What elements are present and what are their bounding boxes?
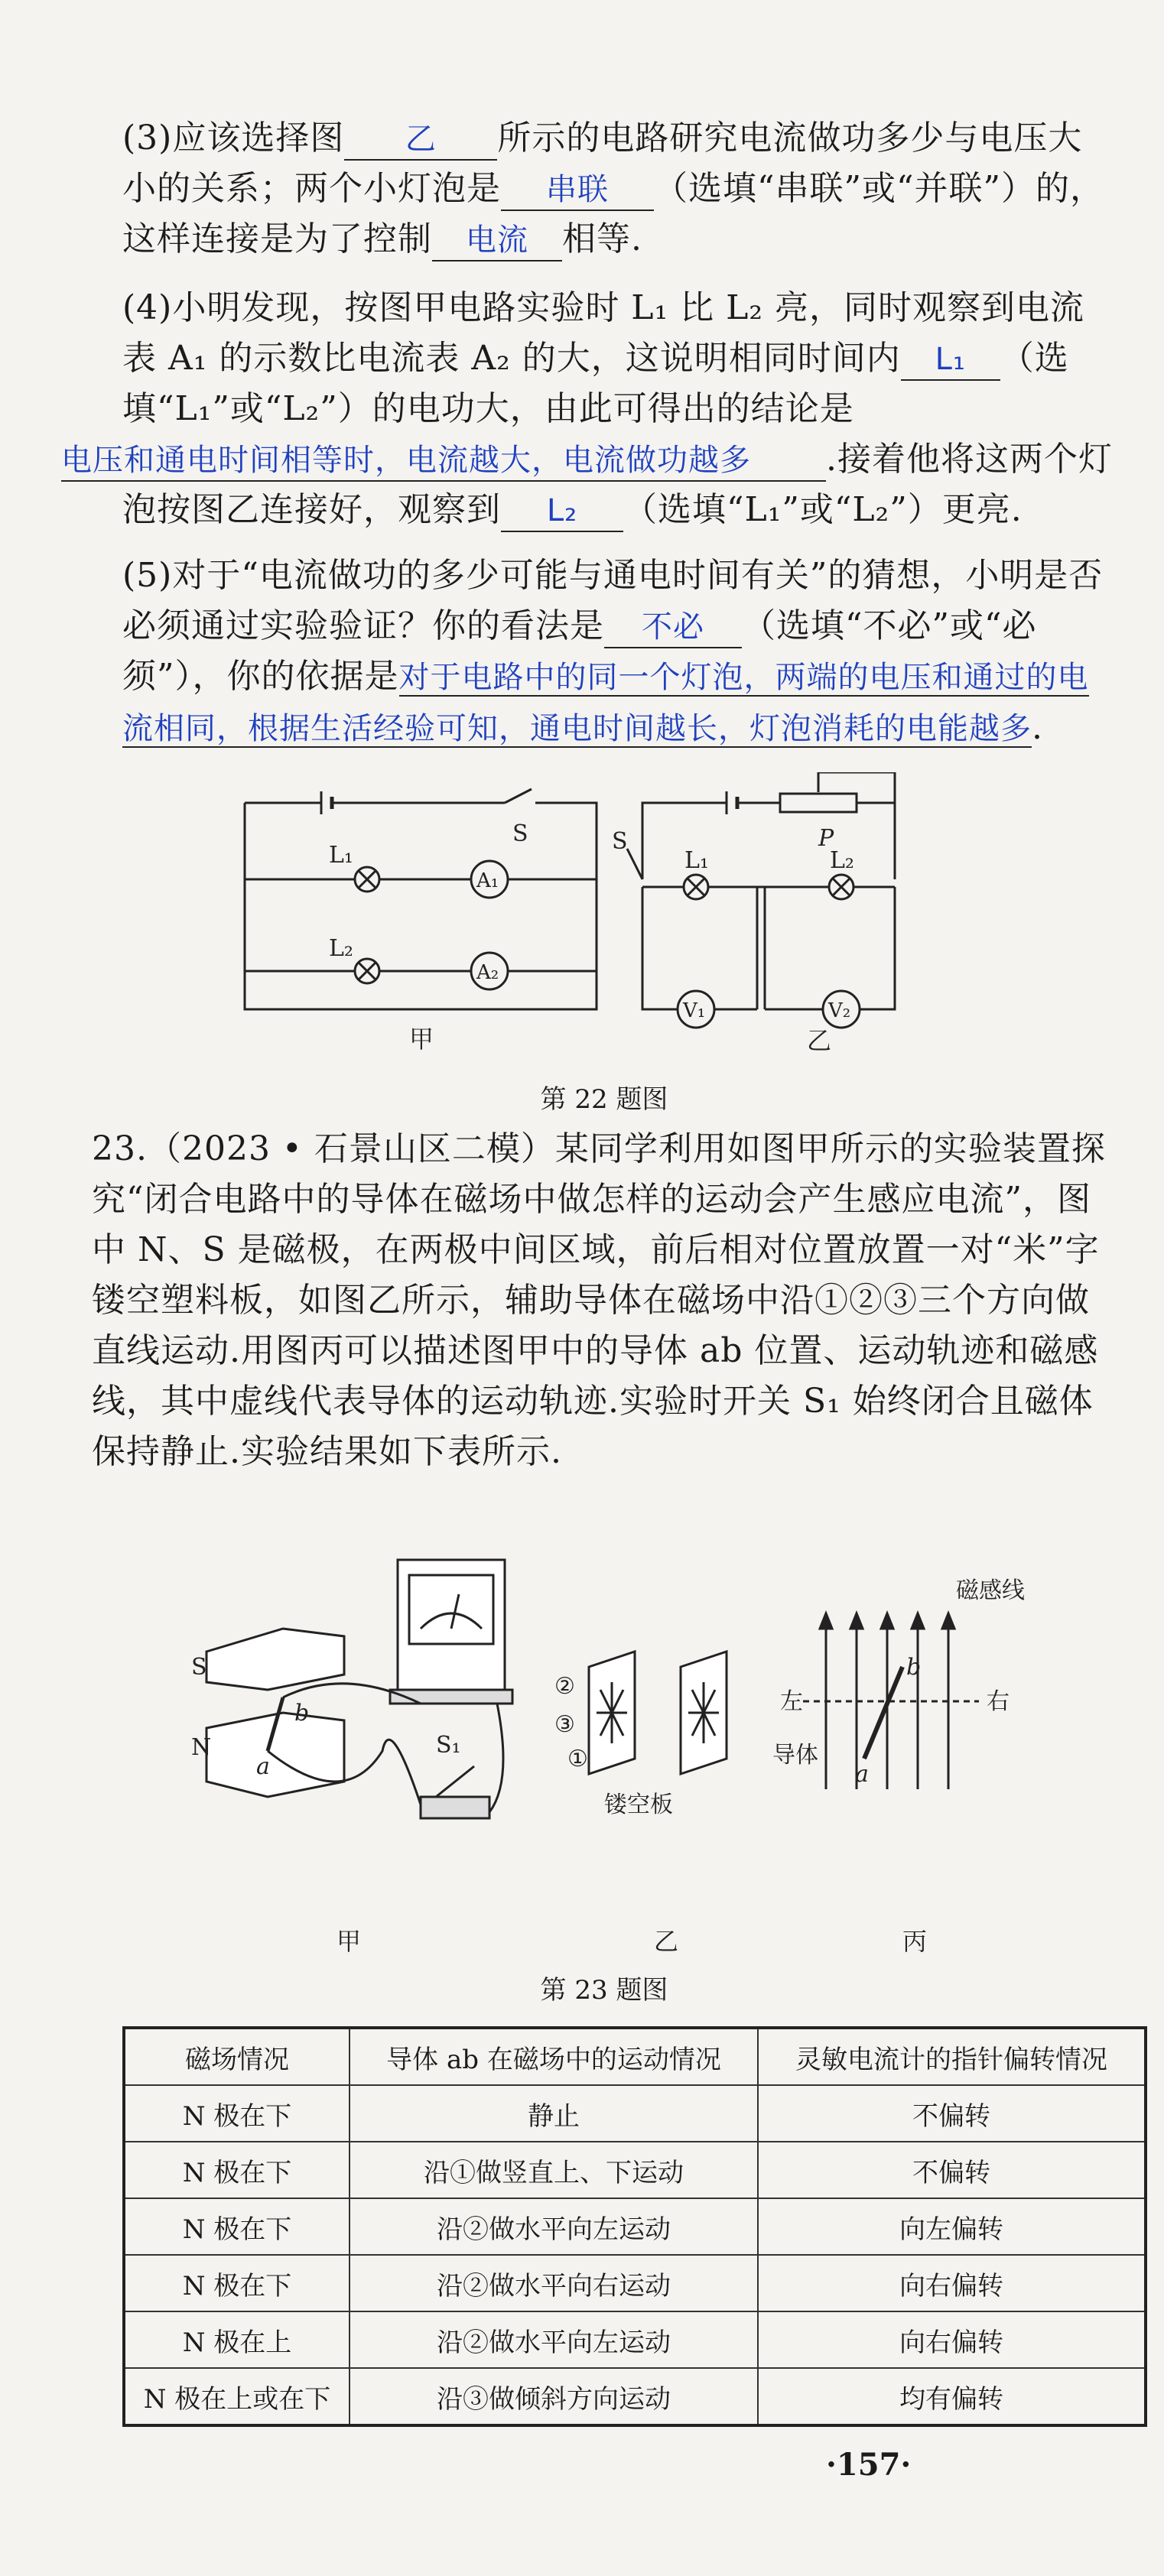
table-header-row xyxy=(124,2028,1146,2085)
label-l2: L₂ xyxy=(830,847,854,874)
switch-s1-icon xyxy=(421,1797,489,1818)
answer-blank: 串联 xyxy=(501,170,654,211)
table-cell: 沿③做倾斜方向运动 xyxy=(350,2368,758,2425)
cutout-plates xyxy=(589,1652,727,1774)
table-cell: N 极在下 xyxy=(124,2255,350,2311)
table-header: 导体 ab 在磁场中的运动情况 xyxy=(350,2028,758,2085)
answer-blank: 对于电路中的同一个灯泡，两端的电压和通过的电流相同，根据生活经验可知，通电时间越长，灯泡消耗的电能越多 xyxy=(122,660,1089,746)
answer-blank: 乙 xyxy=(344,119,497,161)
label-s: S xyxy=(512,820,528,847)
text: (3)应该选择图 xyxy=(122,119,345,158)
table-row xyxy=(124,2311,1146,2368)
table-cell: 沿②做水平向左运动 xyxy=(350,2311,758,2368)
label-v2: V₂ xyxy=(828,999,851,1022)
label-field: 磁感线 xyxy=(956,1577,1025,1604)
table-cell: N 极在下 xyxy=(124,2142,350,2198)
text: （选填“L₁”或“L₂”）更亮. xyxy=(623,490,1023,529)
table-cell: N 极在上或在下 xyxy=(124,2368,350,2425)
table-row xyxy=(124,2085,1146,2142)
figure-22-circuits xyxy=(229,772,994,1055)
table-cell: N 极在上 xyxy=(124,2311,350,2368)
label-b: b xyxy=(906,1654,922,1681)
table-row xyxy=(124,2142,1146,2198)
text: （选填“L₁”或“L₂”）的电功大，由此可得出的结论是 xyxy=(122,339,1069,428)
q22-part4 xyxy=(61,283,1117,535)
fig22-label-yi: 乙 xyxy=(807,1026,832,1055)
text: 相等. xyxy=(562,219,642,258)
label-a1: A₁ xyxy=(476,869,499,892)
q22-part5 xyxy=(122,551,1117,754)
answer-blank: 电压和通电时间相等时，电流越大，电流做功越多 xyxy=(61,440,826,482)
answer-blank: 电流 xyxy=(432,220,562,261)
label-v1: V₁ xyxy=(683,999,706,1022)
label-b: b xyxy=(294,1700,310,1727)
label-s1: S₁ xyxy=(436,1732,461,1759)
label-p: P xyxy=(818,825,834,852)
answer-blank: L₁ xyxy=(901,339,1000,381)
table-row xyxy=(124,2198,1146,2255)
label-c2: ② xyxy=(554,1673,575,1700)
table-cell: 静止 xyxy=(350,2085,758,2142)
text: . xyxy=(1032,708,1043,747)
text: .接着他将这两个灯泡按图乙连接好，观察到 xyxy=(122,440,1113,529)
table-header: 磁场情况 xyxy=(124,2028,350,2085)
figure-23-caption: 第 23 题图 xyxy=(540,1975,668,2006)
rheostat-icon xyxy=(780,794,857,812)
label-n: N xyxy=(191,1734,212,1761)
circuit-yi xyxy=(627,772,895,1028)
fig23-label-bing: 丙 xyxy=(902,1927,928,1956)
table-cell: N 极在下 xyxy=(124,2198,350,2255)
text: （选填“不必”或“必须”），你的依据是 xyxy=(122,606,1037,696)
label-l1: L₁ xyxy=(329,842,353,869)
q23-intro: 23.（2023 • 石景山区二模）某同学利用如图甲所示的实验装置探究“闭合电路中的导体在磁场中做怎样的运动会产生感应电流”，图中 N、S 是磁极，在两极中间区域，前后相对位置放置一对“米”字镂空塑料板，如图乙所示，辅助导体在磁场中沿①②③三个方向做直线运动.用图丙可以描述图甲中的导体 ab 位置、运动轨迹和磁感线，其中虚线代表导体的运动轨迹.实验时开关 S₁ 始终闭合且磁体保持静止.实验结果如下表所示. xyxy=(92,1129,1106,1471)
label-c1: ① xyxy=(567,1746,588,1772)
field-lines-bing xyxy=(803,1613,979,1789)
label-conductor: 导体 xyxy=(772,1742,818,1769)
magnet-s-pole xyxy=(206,1629,344,1690)
label-a: a xyxy=(256,1753,270,1780)
table-cell: 不偏转 xyxy=(758,2085,1146,2142)
text: 所示的电路研究电流做功多少与电压大小的关系；两个小灯泡是 xyxy=(122,119,1083,208)
label-l1: L₁ xyxy=(684,847,709,874)
q22-part3 xyxy=(122,113,1117,265)
label-c3: ③ xyxy=(554,1711,575,1738)
fig23-label-yi: 乙 xyxy=(654,1927,679,1956)
text: （选填“串联”或“并联”）的，这样连接是为了控制 xyxy=(122,169,1104,258)
label-plate: 镂空板 xyxy=(604,1792,673,1818)
text: (4)小明发现，按图甲电路实验时 L₁ 比 L₂ 亮，同时观察到电流表 A₁ 的示数比电流表 A₂ 的大，这说明相同时间内 xyxy=(122,288,1084,378)
figure-23 xyxy=(191,1552,1109,1965)
text: (5)对于“电流做功的多少可能与通电时间有关”的猜想，小明是否必须通过实验验证？你的看法是 xyxy=(122,556,1104,645)
label-a: a xyxy=(855,1761,869,1788)
table-cell: N 极在下 xyxy=(124,2085,350,2142)
table-cell: 沿①做竖直上、下运动 xyxy=(350,2142,758,2198)
table-row xyxy=(124,2255,1146,2311)
table-cell: 均有偏转 xyxy=(758,2368,1146,2425)
table-cell: 向左偏转 xyxy=(758,2198,1146,2255)
table-cell: 沿②做水平向左运动 xyxy=(350,2198,758,2255)
table-cell: 沿②做水平向右运动 xyxy=(350,2255,758,2311)
apparatus-jia xyxy=(206,1560,512,1818)
answer-blank: 不必 xyxy=(604,607,742,648)
page-number: ·157· xyxy=(826,2447,912,2483)
label-a2: A₂ xyxy=(476,961,499,984)
table-cell: 不偏转 xyxy=(758,2142,1146,2198)
table-header: 灵敏电流计的指针偏转情况 xyxy=(758,2028,1146,2085)
results-table xyxy=(122,2026,1147,2427)
label-l2: L₂ xyxy=(329,935,353,962)
fig22-label-jia: 甲 xyxy=(409,1025,434,1054)
answer-blank: L₂ xyxy=(501,491,623,532)
label-left: 左 xyxy=(780,1688,803,1715)
label-right: 右 xyxy=(987,1688,1010,1715)
table-cell: 向右偏转 xyxy=(758,2311,1146,2368)
label-s: S xyxy=(191,1654,207,1681)
circuit-jia xyxy=(245,789,597,1009)
conductor-ab xyxy=(864,1667,902,1759)
fig23-label-jia: 甲 xyxy=(337,1927,362,1956)
table-row xyxy=(124,2368,1146,2425)
table-cell: 向右偏转 xyxy=(758,2255,1146,2311)
label-s: S xyxy=(612,828,628,855)
figure-22-caption: 第 22 题图 xyxy=(540,1084,668,1115)
